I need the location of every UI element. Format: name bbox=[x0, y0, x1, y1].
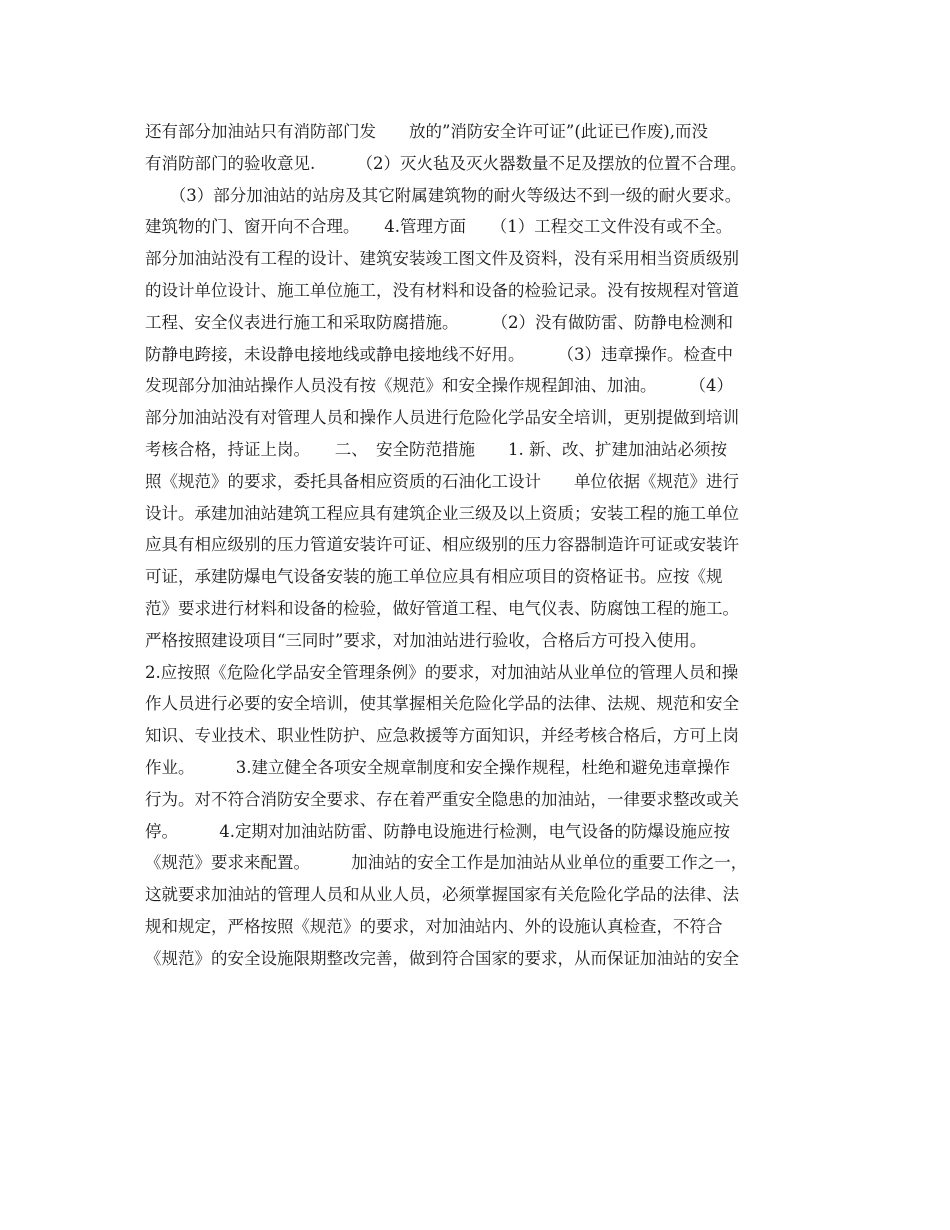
text-line: 建筑物的门、窗开向不合理。 4.管理方面 （1）工程交工文件没有或不全。 bbox=[145, 217, 733, 237]
text-line: 部分加油站没有工程的设计、建筑安装竣工图文件及资料，没有采用相当资质级别 bbox=[145, 249, 739, 269]
text-line: 《规范》的安全设施限期整改完善，做到符合国家的要求，从而保证加油站的安全 bbox=[145, 948, 739, 968]
text-line: 作业。 3.建立健全各项安全规章制度和安全操作规程，杜绝和避免违章操作 bbox=[145, 757, 730, 777]
text-line: 防静电跨接，未设静电接地线或静电接地线不好用。 （3）违章操作。检查中 bbox=[145, 344, 733, 364]
text-line: 发现部分加油站操作人员没有按《规范》和安全操作规程卸油、加油。 （4） bbox=[145, 376, 733, 396]
text-line: 知识、专业技术、职业性防护、应急救援等方面知识，并经考核合格后，方可上岗 bbox=[145, 726, 739, 746]
text-line: 规和规定，严格按照《规范》的要求，对加油站内、外的设施认真检查，不符合 bbox=[145, 916, 723, 936]
text-line: 有消防部门的验收意见. （2）灭火毡及灭火器数量不足及摆放的位置不合理。 bbox=[145, 153, 747, 173]
text-line: （3）部分加油站的站房及其它附属建筑物的耐火等级达不到一级的耐火要求。 bbox=[145, 185, 742, 205]
text-line: 严格按照建设项目“三同时”要求，对加油站进行验收，合格后方可投入使用。 bbox=[145, 630, 707, 650]
text-line: 可证，承建防爆电气设备安装的施工单位应具有相应项目的资格证书。应按《规 bbox=[145, 567, 723, 587]
body-text bbox=[145, 116, 825, 975]
text-line: 部分加油站没有对管理人员和操作人员进行危险化学品安全培训，更别提做到培训 bbox=[145, 408, 739, 428]
text-line: 设计。承建加油站建筑工程应具有建筑企业三级及以上资质；安装工程的施工单位 bbox=[145, 503, 739, 523]
text-line: 考核合格，持证上岗。 二、 安全防范措施 1. 新、改、扩建加油站必须按 bbox=[145, 439, 727, 459]
text-line: 停。 4.定期对加油站防雷、防静电设施进行检测，电气设备的防爆设施应按 bbox=[145, 821, 730, 841]
text-line: 行为。对不符合消防安全要求、存在着严重安全隐患的加油站，一律要求整改或关 bbox=[145, 789, 739, 809]
text-line: 照《规范》的要求，委托具备相应资质的石油化工设计 单位依据《规范》进行 bbox=[145, 471, 739, 491]
text-line: 范》要求进行材料和设备的检验，做好管道工程、电气仪表、防腐蚀工程的施工。 bbox=[145, 598, 739, 618]
text-line: 应具有相应级别的压力管道安装许可证、相应级别的压力容器制造许可证或安装许 bbox=[145, 535, 739, 555]
text-line: 工程、安全仪表进行施工和采取防腐措施。 （2）没有做防雷、防静电检测和 bbox=[145, 312, 733, 332]
text-line: 这就要求加油站的管理人员和从业人员，必须掌握国家有关危险化学品的法律、法 bbox=[145, 885, 739, 905]
text-line: 《规范》要求来配置。 加油站的安全工作是加油站从业单位的重要工作之一， bbox=[145, 853, 748, 873]
text-line: 的设计单位设计、施工单位施工，没有材料和设备的检验记录。没有按规程对管道 bbox=[145, 280, 739, 300]
text-line: 还有部分加油站只有消防部门发 放的”消防安全许可证”(此证已作废),而没 bbox=[145, 122, 708, 141]
text-line: 2.应按照《危险化学品安全管理条例》的要求，对加油站从业单位的管理人员和操 bbox=[145, 662, 739, 682]
text-line: 作人员进行必要的安全培训，使其掌握相关危险化学品的法律、法规、规范和安全 bbox=[145, 694, 739, 714]
